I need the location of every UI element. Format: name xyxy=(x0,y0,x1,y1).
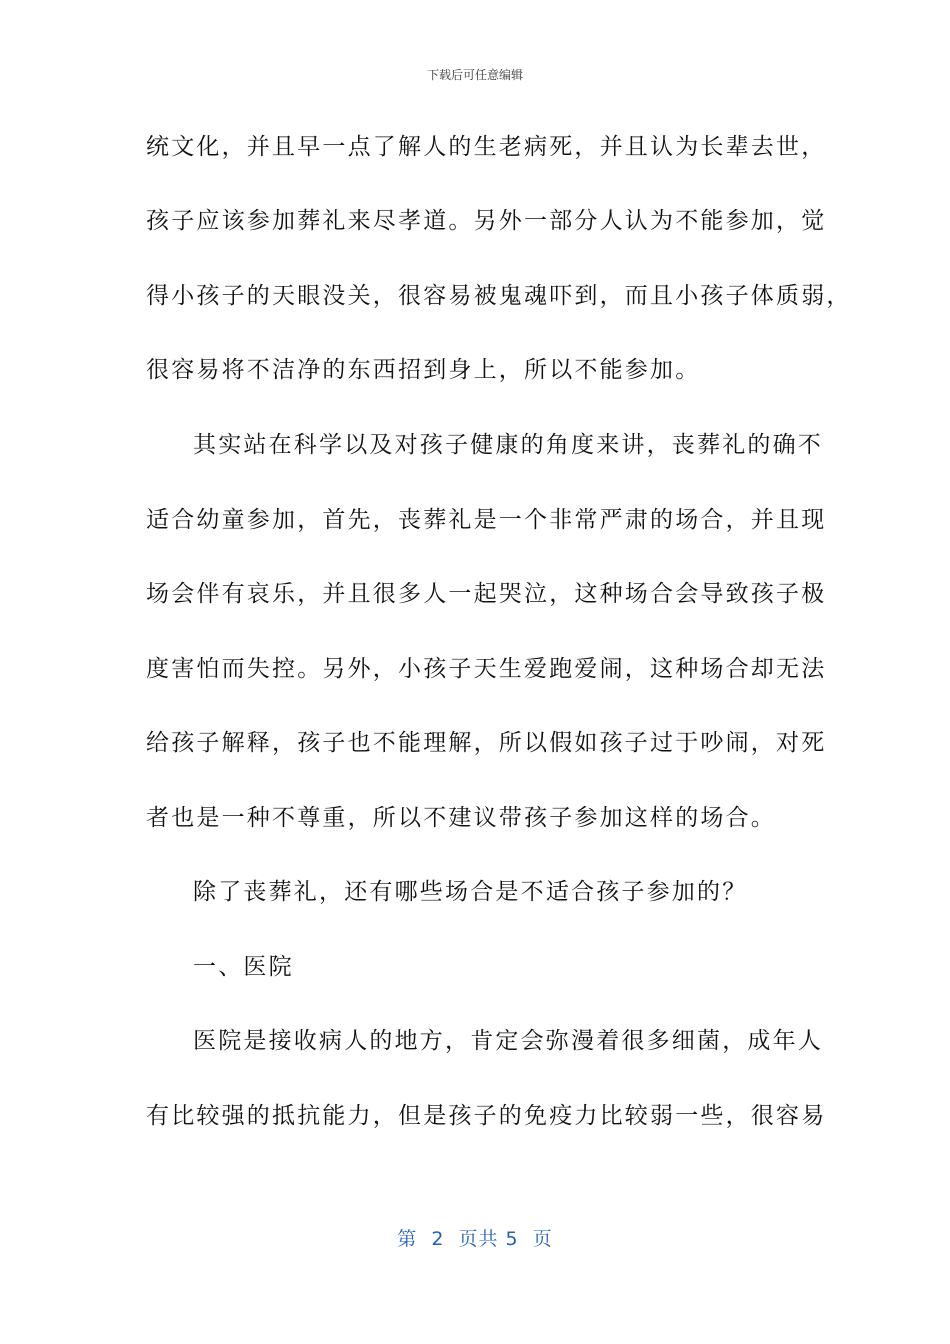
paragraph-line: 很容易将不洁净的东西招到身上，所以不能参加。 xyxy=(146,357,701,383)
header-note: 下载后可任意编辑 xyxy=(426,68,523,82)
paragraph-line: 给孩子解释，孩子也不能理解，所以假如孩子过于吵闹，对死 xyxy=(146,730,827,756)
paragraph-line: 其实站在科学以及对孩子健康的角度来讲，丧葬礼的确不 xyxy=(193,432,823,458)
paragraph-line: 适合幼童参加，首先，丧葬礼是一个非常严肃的场合，并且现 xyxy=(146,507,827,533)
paragraph-line: 除了丧葬礼，还有哪些场合是不适合孩子参加的？ xyxy=(193,879,748,905)
paragraph-line: 场会伴有哀乐，并且很多人一起哭泣，这种场合会导致孩子极 xyxy=(146,581,827,607)
paragraph-line: 度害怕而失控。另外，小孩子天生爱跑爱闹，这种场合却无法 xyxy=(146,656,827,682)
paragraph-line: 者也是一种不尊重，所以不建议带孩子参加这样的场合。 xyxy=(146,805,776,831)
paragraph-line: 得小孩子的天眼没关，很容易被鬼魂吓到，而且小孩子体质弱， xyxy=(146,283,852,309)
paragraph-line: 医院是接收病人的地方，肯定会弥漫着很多细菌，成年人 xyxy=(193,1028,823,1054)
paragraph-line: 孩子应该参加葬礼来尽孝道。另外一部分人认为不能参加，觉 xyxy=(146,208,827,234)
paragraph-line: 统文化，并且早一点了解人的生老病死，并且认为长辈去世， xyxy=(146,134,827,160)
page-number: 第 2 页共 5 页 xyxy=(397,1228,553,1250)
section-heading: 一、医院 xyxy=(193,954,294,980)
paragraph-line: 有比较强的抵抗能力，但是孩子的免疫力比较弱一些，很容易 xyxy=(146,1103,827,1129)
